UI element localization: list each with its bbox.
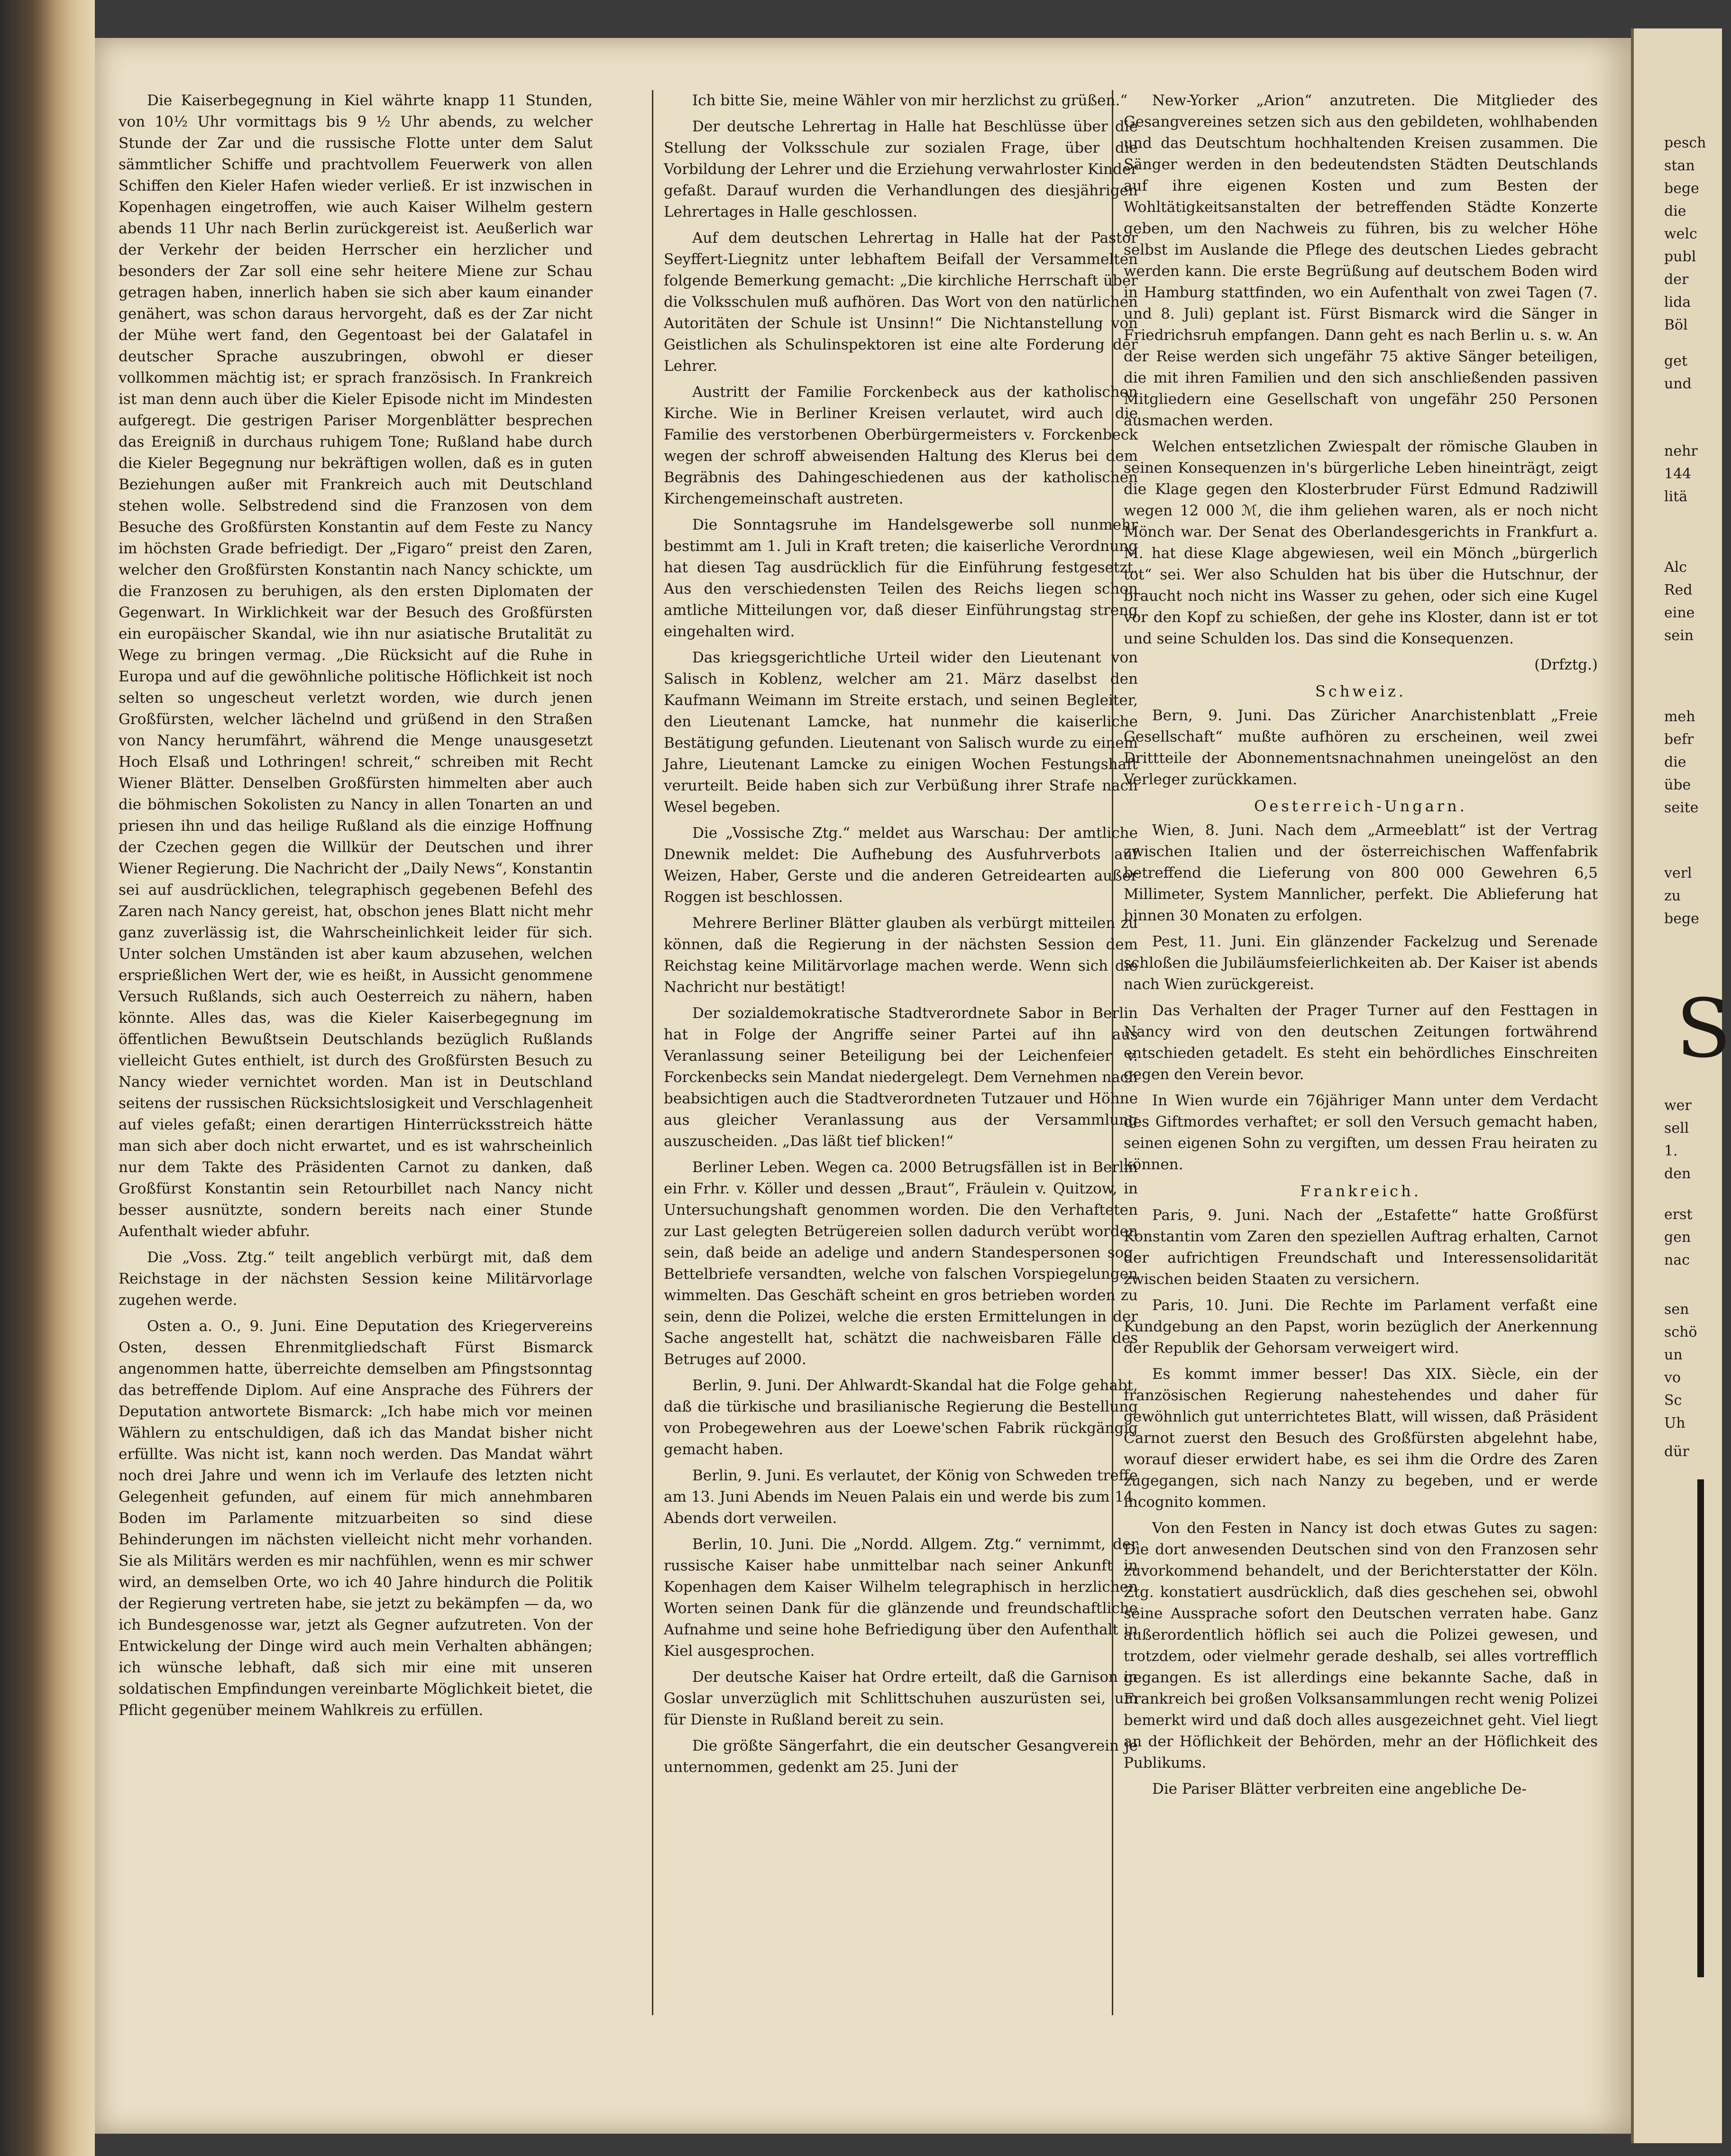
article-paragraph: Es kommt immer besser! Das XIX. Siècle, ein der französischen Regierung nahestehendes und daher für gewöhnlich gut unterrichtetes Blatt, will wissen, daß Präsident Carnot zuerst den Besuch des Großfürsten abgelehnt habe, worauf dieser erwidert habe, es sei ihm die Ordre des Zaren zugegangen, sich nach Nanzy zu begeben, und er werde incognito kommen. [1124,1366,1598,1511]
margin-fragment: un [1664,1347,1683,1363]
article-paragraph: Die größte Sängerfahrt, die ein deutscher Gesangverein je unternommen, gedenkt am 25. Juni der [664,1737,1138,1776]
margin-fragment: 144 [1664,466,1692,482]
article-paragraph: In Wien wurde ein 76jähriger Mann unter dem Verdacht des Giftmordes verhaftet; er soll den Versuch gemacht haben, seinen eigenen Sohn zu vergiften, um dessen Frau heiraten zu können. [1124,1092,1598,1173]
article-paragraph: Berliner Leben. Wegen ca. 2000 Betrugsfällen ist in Berlin ein Frhr. v. Köller und dessen „Braut“, Fräulein v. Quitzow, in Untersuchungshaft genommen worden. Die den Verhafteten zur Last gelegten Betrügereien sollen dadurch verübt worden sein, daß beide an adelige und andern Standespersonen sog. Bettelbriefe versandten, welche von falschen Vorspiegelungen wimmelten. Das Geschäft scheint en gros betrieben worden zu sein, denn die Polizei, welche die ersten Ermittelungen in der Sache angestellt hat, schätzt die nachweisbaren Fälle des Betruges auf 2000. [664,1159,1138,1368]
section-heading-schweiz: Schweiz. [1315,682,1407,700]
section-heading-frankreich: Frankreich. [1300,1182,1421,1200]
margin-fragment: die [1664,754,1686,771]
margin-fragment: bege [1664,180,1699,197]
article-paragraph: Die Sonntagsruhe im Handelsgewerbe soll nunmehr bestimmt am 1. Juli in Kraft treten; die kaiserliche Verordnung hat diesen Tag ausdrücklich für die Einführung festgesetzt. Aus den verschiedensten Teilen des Reichs liegen schon amtliche Mitteilungen vor, daß dieser Einführungstag streng eingehalten wird. [664,516,1138,640]
margin-fragment: Uh [1664,1415,1685,1431]
margin-fragment: übe [1664,777,1691,793]
margin-fragment: Sc [1664,1392,1682,1409]
article-paragraph: Die „Vossische Ztg.“ meldet aus Warschau: Der amtliche Dnewnik meldet: Die Aufhebung des Ausfuhrverbots auf Weizen, Haber, Gerste und die anderen Getreidearten außer Roggen ist beschlossen. [664,825,1138,906]
article-paragraph: Die Pariser Blätter verbreiten eine angebliche De- [1152,1780,1527,1798]
margin-fragment: lida [1664,294,1691,311]
margin-fragment: und [1664,376,1692,392]
margin-fragment: Alc [1664,559,1687,576]
article-paragraph: Das Verhalten der Prager Turner auf den Festtagen in Nancy wird von den deutschen Zeitungen fortwährend entschieden getadelt. Es steht ein behördliches Einschreiten gegen den Verein bevor. [1124,1002,1598,1083]
margin-fragment: den [1664,1165,1691,1182]
margin-fragment: schö [1664,1324,1697,1340]
adjacent-page-edge [1631,28,1731,2143]
article-paragraph: Berlin, 10. Juni. Die „Nordd. Allgem. Ztg.“ vernimmt, der russische Kaiser habe unmittelbar nach seiner Ankunft in Kopenhagen dem Kaiser Wilhelm telegraphisch in herzlichen Worten seinen Dank für die glänzende und freundschaftliche Aufnahme und seine hohe Befriedigung über den Aufenthalt in Kiel ausgesprochen. [664,1536,1138,1660]
source-attribution: (Drfztg.) [1534,656,1598,673]
article-paragraph: Der sozialdemokratische Stadtverordnete Sabor in Berlin hat in Folge der Angriffe seiner Partei auf ihn aus Veranlassung seiner Beteiligung bei der Leichenfeier v. Forckenbecks sein Mandat niedergelegt. Dem Vernehmen nach beabsichtigen auch die Stadtverordneten Tutzauer und Höhne aus gleicher Veranlassung aus der Versammlung auszuscheiden. „Das läßt tief blicken!“ [664,1005,1138,1150]
margin-fragment: wer [1664,1097,1692,1114]
margin-fragment: litä [1664,488,1688,505]
margin-fragment: get [1664,353,1688,369]
margin-fragment: meh [1664,708,1695,725]
article-paragraph: Der deutsche Lehrertag in Halle hat Beschlüsse über die Stellung der Volksschule zur sozialen Frage, über die Vorbildung der Lehrer und die Erziehung verwahrloster Kinder gefaßt. Darauf wurden die Verhandlungen des diesjährigen Lehrertages in Halle geschlossen. [664,118,1138,220]
margin-fragment: 1. [1664,1143,1678,1159]
margin-fragment: die [1664,203,1686,220]
margin-fragment: Böl [1664,317,1688,333]
article-paragraph: Welchen entsetzlichen Zwiespalt der römische Glauben in seinen Konsequenzen in's bürgerliche Leben hineinträgt, zeigt die Klage gegen den Klosterbruder Fürst Edmund Radziwill wegen 12 000 ℳ, die ihm geliehen waren, als er noch nicht Mönch war. Der Senat des Oberlandesgerichts in Frankfurt a. M. hat diese Klage abgewiesen, weil ein Mönch „bürgerlich tot“ sei. Wer also Schulden hat bis über die Hutschnur, der braucht noch nicht ins Wasser zu gehen, oder sich eine Kugel vor den Kopf zu schießen, der gehe ins Kloster, dann ist er tot und seine Schulden los. Das sind die Konsequenzen. [1124,438,1598,647]
article-paragraph: New-Yorker „Arion“ anzutreten. Die Mitglieder des Gesangvereines setzen sich aus den gebildeten, wohlhabenden und das Deutschtum hochhaltenden Kreisen zusammen. Die Sänger werden in den bedeutendsten Städten Deutschlands auf ihre eigenen Kosten und zum Besten der Wohltätigkeitsanstalten der betreffenden Städte Konzerte geben, um den Nachweis zu führen, bis zu welcher Höhe selbst im Auslande die Pflege des deutschen Liedes gebracht werden kann. Die erste Begrüßung auf deutschem Boden wird in Hamburg stattfinden, wo ein Aufenthalt von zwei Tagen (7. und 8. Juli) geplant ist. Fürst Bismarck wird die Sänger in Friedrichsruh empfangen. Dann geht es nach Berlin u. s. w. An der Reise werden sich ungefähr 75 aktive Sänger beteiligen, die mit ihren Familien und den sich anschließenden passiven Mitgliedern eine Gesellschaft von ungefähr 250 Personen ausmachen werden. [1124,92,1598,429]
article-paragraph: Paris, 10. Juni. Die Rechte im Parlament verfaßt eine Kundgebung an den Papst, worin bezüglich der Anerkennung der Republik der Gehorsam verweigert wird. [1124,1297,1598,1357]
margin-fragment: sen [1664,1301,1689,1318]
margin-fragment: zu [1664,888,1681,904]
margin-fragment: welc [1664,226,1697,242]
margin-fragment: gen [1664,1229,1691,1246]
advertisement-border [1697,1479,1704,1977]
article-paragraph: Der deutsche Kaiser hat Ordre erteilt, daß die Garnison in Goslar unverzüglich mit Schlittschuhen auszurüsten sei, um für Dienste in Rußland bereit zu sein. [664,1669,1138,1728]
margin-fragment: nehr [1664,443,1698,459]
article-paragraph: Berlin, 9. Juni. Es verlautet, der König von Schweden treffe am 13. Juni Abends im Neuen Palais ein und werde bis zum 14. Abends dort verweilen. [664,1467,1138,1527]
article-paragraph: Ich bitte Sie, meine Wähler von mir herzlichst zu grüßen.“ [692,92,1128,109]
large-initial-letter: S [1676,982,1731,1076]
article-voss-ztg: Die „Voss. Ztg.“ teilt angeblich verbürgt mit, daß dem Reichstage in der nächsten Session keine Militärvorlage zugehen werde. [119,1249,593,1309]
margin-fragment: erst [1664,1206,1693,1223]
column-3 [1124,90,1598,2015]
article-paragraph: Pest, 11. Juni. Ein glänzender Fackelzug und Serenade schloßen die Jubiläumsfeierlichkeiten ab. Der Kaiser ist abends nach Wien zurückgereist. [1124,933,1598,993]
article-paragraph: Berlin, 9. Juni. Der Ahlwardt-Skandal hat die Folge gehabt, daß die türkische und brasilianische Regierung die Bestellung von Probegewehren aus der Loewe'schen Fabrik rückgängig gemacht haben. [664,1377,1138,1458]
article-paragraph: Bern, 9. Juni. Das Züricher Anarchistenblatt „Freie Gesellschaft“ mußte aufhören zu erscheinen, weil zwei Drittteile der Abonnementsnachnahmen uneingelöst an den Verleger zurückkamen. [1124,707,1598,788]
article-kaiserbegegnung: Die Kaiserbegegnung in Kiel währte knapp 11 Stunden, von 10½ Uhr vormittags bis 9 ½ Uhr abends, zu welcher Stunde der Zar und die russische Flotte unter dem Salut sämmtlicher Schiffe und prachtvollem Feuerwerk von allen Schiffen den Kieler Hafen wieder verließ. Er ist inzwischen in Kopenhagen eingetroffen, wie auch Kaiser Wilhelm gestern abends 11 Uhr nach Berlin zurückgereist ist. Aeußerlich war der Verkehr der beiden Herrscher ein herzlicher und besonders der Zar soll eine sehr heitere Miene zur Schau getragen haben, innerlich haben sie sich aber kaum einander genähert, was schon daraus hervorgeht, daß es der Zar nicht der Mühe wert fand, den Gegentoast bei der Galatafel in deutscher Sprache auszubringen, obwohl er dieser vollkommen mächtig ist; er sprach französisch. In Frankreich ist man denn auch über die Kieler Episode nicht im Mindesten aufgeregt. Die gestrigen Pariser Morgenblätter besprechen das Ereigniß in durchaus ruhigem Tone; Rußland habe durch die Kieler Begegnung nur bekräftigen wollen, daß es in guten Beziehungen außer mit Frankreich auch mit Deutschland stehen wolle. Selbstredend sind die Franzosen von dem Besuche des Großfürsten Konstantin auf dem Feste zu Nancy im höchsten Grade befriedigt. Der „Figaro“ preist den Zaren, welcher den Großfürsten Konstantin nach Nancy schickte, um die Franzosen zu beruhigen, als den ersten Diplomaten der Gegenwart. In Wirklichkeit war der Besuch des Großfürsten ein europäischer Skandal, wie ihn nur asiatische Brutalität zu Wege zu bringen vermag. „Die Rücksicht auf die Ruhe in Europa und auf die gewöhnliche politische Höflichkeit ist noch selten so ungescheut verletzt worden, wie durch jenen Großfürsten, welcher lächelnd und grüßend in den Straßen von Nancy herumfährt, während die Menge unausgesetzt Hoch Elsaß und Lothringen! schreit,“ schreiben mit Recht Wiener Blätter. Denselben Großfürsten himmelten aber auch die böhmischen Sokolisten zu Nancy in allen Tonarten an und priesen ihn und das heilige Rußland als die einzige Hoffnung der Czechen gegen die Willkür der Deutschen und ihrer Wiener Regierung. Die Nachricht der „Daily News“, Konstantin sei auf ausdrücklichen, telegraphisch gegebenen Befehl des Zaren nach Nancy gereist, hat, obschon jenes Blatt nicht mehr ganz zuverlässig ist, die Wahrscheinlichkeit leider für sich. Unter solchen Umständen ist aber kaum abzusehen, welchen ersprießlichen Wert der, wie es heißt, in Aussicht genommene Versuch Rußlands, sich auch Oesterreich zu nähern, haben könnte. Alles das, was die Kieler Kaiserbegegnung im öffentlichen Bewußtsein Deutschlands bezüglich Rußlands vielleicht Gutes enthielt, ist durch des Großfürsten Besuch zu Nancy wieder vernichtet worden. Man ist in Deutschland seitens der russischen Rücksichtslosigkeit und Verschlagenheit auf vieles gefaßt; einen derartigen Hinterrücksstreich hätte man sich aber doch nicht erwartet, und es ist wahrscheinlich nur dem Takte des Präsidenten Carnot zu danken, daß Großfürst Konstantin sein Retourbillet nach Nancy nicht besser ausnützte, sondern bereits nach einer Stunde Aufenthalt wieder abfuhr. [119,92,593,1240]
column-rule [652,90,653,2015]
article-paragraph: Paris, 9. Juni. Nach der „Estafette“ hatte Großfürst Konstantin vom Zaren den speziellen Auftrag erhalten, Carnot der aufrichtigen Freundschaft und Interessensolidarität zwischen beiden Staaten zu versichern. [1124,1207,1598,1288]
margin-fragment: sein [1664,627,1694,644]
margin-fragment: vo [1664,1369,1681,1386]
margin-fragment: pesch [1664,135,1706,151]
margin-fragment: eine [1664,605,1695,621]
book-binding-edge [0,0,95,2156]
margin-fragment: nac [1664,1252,1690,1268]
column-2 [664,90,1138,2015]
margin-fragment: bege [1664,910,1699,927]
article-paragraph: Das kriegsgerichtliche Urteil wider den Lieutenant von Salisch in Koblenz, welcher am 21. März daselbst den Kaufmann Weimann im Streite erstach, und seinen Begleiter, den Lieutenant Lamcke, hat nunmehr die kaiserliche Bestätigung gefunden. Lieutenant von Salisch wurde zu einem Jahre, Lieutenant Lamcke zu einigen Wochen Festungshaft verurteilt. Beide haben sich zur Verbüßung ihrer Strafe nach Wesel begeben. [664,649,1138,816]
column-1 [119,90,593,2015]
section-heading-oesterreich: Oesterreich-Ungarn. [1254,797,1467,815]
article-paragraph: Wien, 8. Juni. Nach dem „Armeeblatt“ ist der Vertrag zwischen Italien und der österreichischen Waffenfabrik betreffend die Lieferung von 800 000 Gewehren 6,5 Millimeter, System Mannlicher, perfekt. Die Ablieferung hat binnen 30 Monaten zu erfolgen. [1124,822,1598,924]
margin-fragment: befr [1664,731,1694,748]
article-paragraph: Von den Festen in Nancy ist doch etwas Gutes zu sagen: Die dort anwesenden Deutschen sind von den Franzosen sehr zuvorkommend behandelt, und der Berichterstatter der Köln. Ztg. konstatiert ausdrücklich, daß dies geschehen sei, obwohl seine Aussprache sofort den Deutschen verraten habe. Ganz außerordentlich höflich sei auch die Polizei gewesen, und trotzdem, oder vielmehr gerade deshalb, sei alles vortrefflich gegangen. Es ist allerdings eine bekannte Sache, daß in Frankreich bei großen Volksansammlungen recht wenig Polizei bemerkt wird und daß doch alles ausgezeichnet geht. Viel liegt an der Höflichkeit der Behörden, mehr an der Höflichkeit des Publikums. [1124,1520,1598,1771]
margin-fragment: publ [1664,248,1696,265]
article-osten-bismarck: Osten a. O., 9. Juni. Eine Deputation des Kriegervereins Osten, dessen Ehrenmitgliedschaft Fürst Bismarck angenommen hatte, überreichte demselben am Pfingstsonntag das betreffende Diplom. Auf eine Ansprache des Führers der Deputation antwortete Bismarck: „Ich habe mich vor meinen Wählern zu entschuldigen, daß ich das Mandat bisher nicht erfüllte. Was nicht ist, kann noch werden. Das Mandat währt noch drei Jahre und wenn ich im Verlaufe des letzten nicht Gelegenheit gefunden, auf einem für mich annehmbaren Boden im Parlamente mitzuarbeiten so sind diese Behinderungen im nächsten vielleicht nicht mehr vorhanden. Sie als Militärs werden es mir nachfühlen, wenn es mir schwer wird, an demselben Orte, wo ich 40 Jahre hindurch die Politik der Regierung vertreten habe, sie jetzt zu bekämpfen — da, wo ich Bundesgenosse war, jetzt als Gegner aufzutreten. Von der Entwickelung der Dinge wird auch mein Verhalten abhängen; ich wünsche lebhaft, daß sich mir eine mit unseren soldatischen Empfindungen vereinbarte Möglichkeit bietet, die Pflicht gegenüber meinem Wahlkreis zu erfüllen. [119,1318,593,1719]
margin-fragment: der [1664,271,1689,288]
margin-fragment: Red [1664,582,1693,598]
margin-fragment: dür [1664,1443,1689,1460]
margin-fragment: verl [1664,865,1692,881]
article-paragraph: Mehrere Berliner Blätter glauben als verbürgt mitteilen zu können, daß die Regierung in der nächsten Session dem Reichstag keine Militärvorlage machen werde. Wenn sich die Nachricht nur bestätigt! [664,915,1138,996]
article-paragraph: Auf dem deutschen Lehrertag in Halle hat der Pastor Seyffert-Liegnitz unter lebhaftem Beifall der Versammelten folgende Bemerkung gemacht: „Die kirchliche Herrschaft über die Volksschulen muß aufhören. Das Wort von den natürlichen Autoritäten der Schule ist Unsinn!“ Die Nichtanstellung von Geistlichen als Schulinspektoren ist eine alte Forderung der Lehrer. [664,229,1138,375]
margin-fragment: stan [1664,157,1695,174]
article-paragraph: Austritt der Familie Forckenbeck aus der katholischen Kirche. Wie in Berliner Kreisen verlautet, wird auch die Familie des verstorbenen Oberbürgermeisters v. Forckenbeck wegen der schroff abweisenden Haltung des Klerus bei dem Begräbnis des Dahingeschiedenen aus der katholischen Kirchengemeinschaft austreten. [664,384,1138,507]
margin-fragment: seite [1664,799,1699,816]
margin-fragment: sell [1664,1120,1689,1137]
